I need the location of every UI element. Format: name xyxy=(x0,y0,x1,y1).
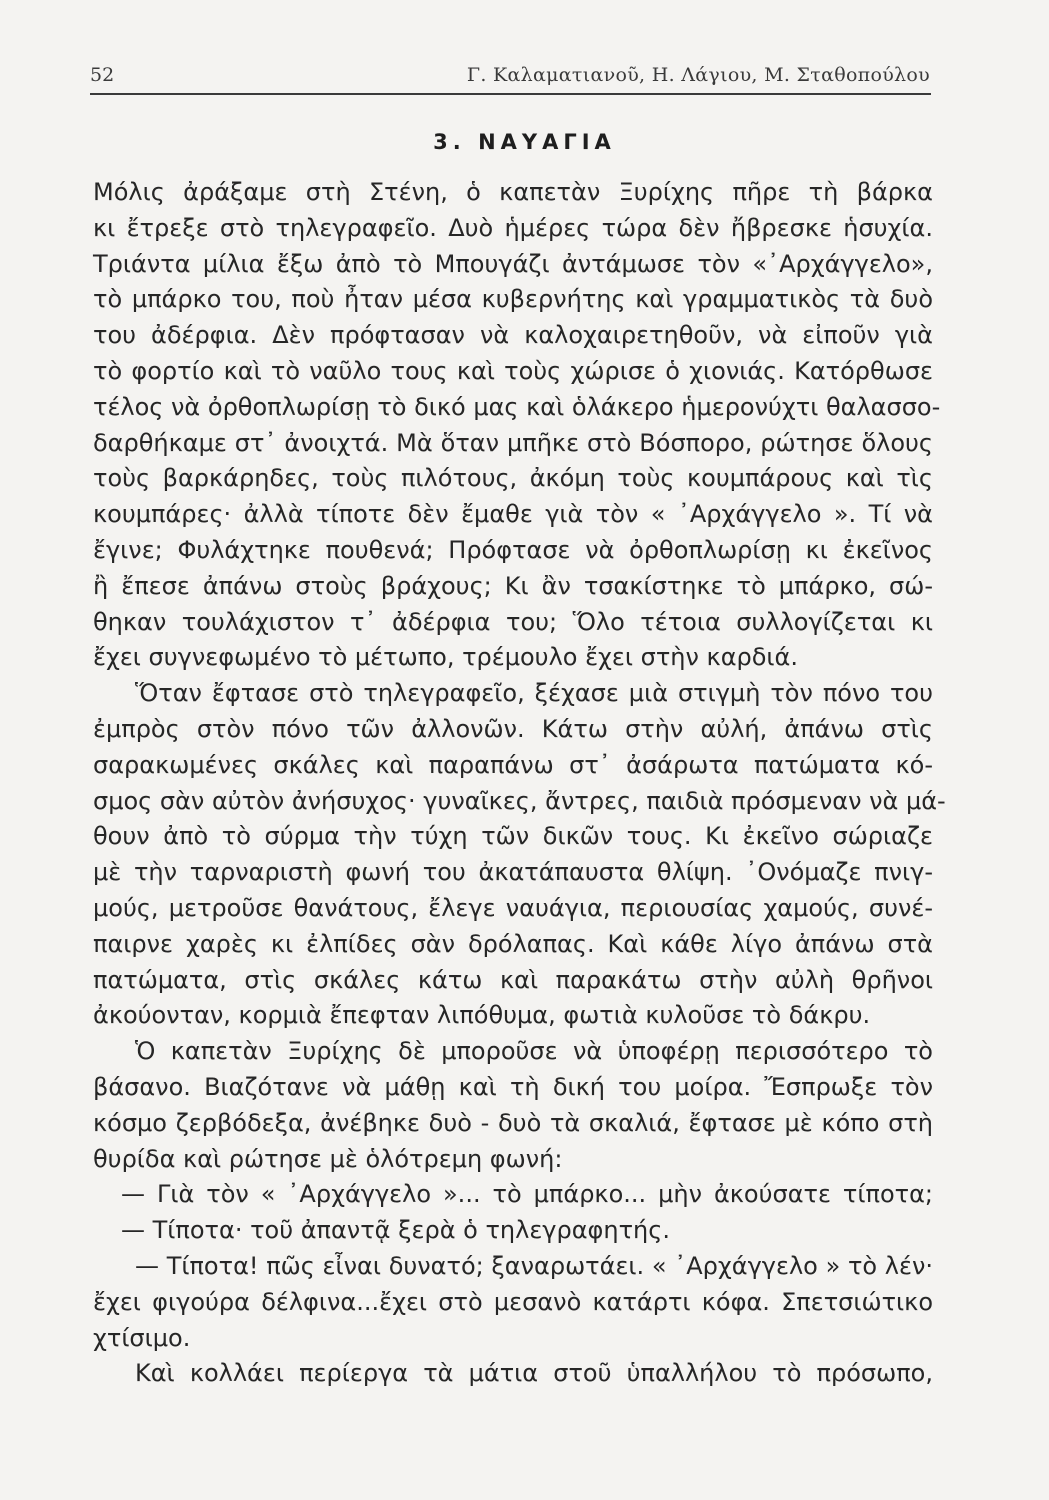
text-line: θηκαν τουλάχιστον τ᾿ ἀδέρφια του; Ὅλο τέτοια συλλογίζεται κι xyxy=(93,607,933,636)
text-line: σμος σὰν αὐτὸν ἀνήσυχος· γυναῖκες, ἄντρες, παιδιὰ πρόσμεναν νὰ μά- xyxy=(93,786,946,815)
text-line: ἀκούονταν, κορμιὰ ἔπεφταν λιπόθυμα, φωτιὰ κυλοῦσε τὸ δάκρυ. xyxy=(93,1001,871,1030)
text-line: τὸ φορτίο καὶ τὸ ναῦλο τους καὶ τοὺς χώρισε ὁ χιονιάς. Κατόρθωσε xyxy=(93,356,933,385)
text-line: Καὶ κολλάει περίεργα τὰ μάτια στοῦ ὑπαλλήλου τὸ πρόσωπο, xyxy=(135,1359,933,1388)
text-line: ἐμπρὸς στὸν πόνο τῶν ἀλλονῶν. Κάτω στὴν αὐλή, ἀπάνω στὶς xyxy=(93,714,933,743)
text-line: παιρνε χαρὲς κι ἐλπίδες σὰν δρόλαπας. Καὶ κάθε λίγο ἀπάνω στὰ xyxy=(93,929,933,958)
text-line: μὲ τὴν ταρναριστὴ φωνή του ἀκατάπαυστα θλίψη. ᾿Ονόμαζε πνιγ- xyxy=(93,858,933,887)
text-line: πατώματα, στὶς σκάλες κάτω καὶ παρακάτω στὴν αὐλὴ θρῆνοι xyxy=(93,965,933,994)
text-line: Ὅταν ἔφτασε στὸ τηλεγραφεῖο, ξέχασε μιὰ στιγμὴ τὸν πόνο του xyxy=(135,679,933,708)
text-line: ἔχει συγνεφωμένο τὸ μέτωπο, τρέμουλο ἔχει στὴν καρδιά. xyxy=(93,643,798,672)
text-line: κι ἔτρεξε στὸ τηλεγραφεῖο. Δυὸ ἡμέρες τώρα δὲν ἤβρεσκε ἡσυχία. xyxy=(93,213,933,242)
text-line: του ἀδέρφια. Δὲν πρόφτασαν νὰ καλοχαιρετηθοῦν, νὰ εἰποῦν γιὰ xyxy=(93,321,933,350)
text-line: τοὺς βαρκάρηδες, τοὺς πιλότους, ἀκόμη τοὺς κουμπάρους καὶ τὶς xyxy=(93,464,933,493)
text-line: βάσανο. Βιαζότανε νὰ μάθῃ καὶ τὴ δική του μοίρα. Ἔσπρωξε τὸν xyxy=(93,1072,933,1101)
text-line: σαρακωμένες σκάλες καὶ παραπάνω στ᾿ ἀσάρωτα πατώματα κό- xyxy=(93,750,933,779)
text-line: ἔχει φιγούρα δέλφινα...ἔχει στὸ μεσανὸ κατάρτι κόφα. Σπετσιώτικο xyxy=(93,1287,933,1316)
header-rule xyxy=(90,93,931,95)
dialogue-line: — Γιὰ τὸν « ᾿Αρχάγγελο »... τὸ μπάρκο... μὴν ἀκούσατε τίποτα; xyxy=(121,1180,933,1209)
running-head-authors: Γ. Καλαματιανοῦ, Η. Λάγιου, Μ. Σταθοπούλου xyxy=(466,64,930,86)
text-line: Ὁ καπετὰν Ξυρίχης δὲ μποροῦσε νὰ ὑποφέρῃ περισσότερο τὸ xyxy=(135,1037,933,1066)
dialogue-line: — Τίποτα! πῶς εἶναι δυνατό; ξαναρωτάει. « ᾿Αρχάγγελο » τὸ λέν· xyxy=(135,1251,933,1280)
text-line: ἢ ἔπεσε ἀπάνω στοὺς βράχους; Κι ἂν τσακίστηκε τὸ μπάρκο, σώ- xyxy=(93,571,933,600)
text-line: δαρθήκαμε στ᾿ ἀνοιχτά. Μὰ ὅταν μπῆκε στὸ Βόσπορο, ρώτησε ὅλους xyxy=(93,428,933,457)
text-line: θουν ἀπὸ τὸ σύρμα τὴν τύχη τῶν δικῶν τους. Κι ἐκεῖνο σώριαζε xyxy=(93,822,933,851)
text-line: μούς, μετροῦσε θανάτους, ἔλεγε ναυάγια, περιουσίας χαμούς, συνέ- xyxy=(93,893,933,922)
text-line: κόσμο ζερβόδεξα, ἀνέβηκε δυὸ - δυὸ τὰ σκαλιά, ἔφτασε μὲ κόπο στὴ xyxy=(93,1108,933,1137)
chapter-title: 3. ΝΑΥΑΓΙΑ xyxy=(433,130,616,154)
running-head xyxy=(90,58,930,92)
text-line: θυρίδα καὶ ρώτησε μὲ ὁλότρεμη φωνή: xyxy=(93,1144,563,1173)
text-line: Μόλις ἀράξαμε στὴ Στένη, ὁ καπετὰν Ξυρίχης πῆρε τὴ βάρκα xyxy=(93,178,933,206)
text-line: χτίσιμο. xyxy=(93,1323,191,1352)
text-line: τὸ μπάρκο του, ποὺ ἦταν μέσα κυβερνήτης καὶ γραμματικὸς τὰ δυὸ xyxy=(93,285,933,314)
page-number: 52 xyxy=(90,64,115,86)
body-text xyxy=(93,175,946,1392)
text-line: ἔγινε; Φυλάχτηκε πουθενά; Πρόφτασε νὰ ὀρθοπλωρίσῃ κι ἐκεῖνος xyxy=(93,535,933,564)
text-line: Τριάντα μίλια ἔξω ἀπὸ τὸ Μπουγάζι ἀντάμωσε τὸν «᾿Αρχάγγελο», xyxy=(93,249,933,278)
dialogue-line: — Τίποτα· τοῦ ἀπαντᾷ ξερὰ ὁ τηλεγραφητής. xyxy=(121,1216,670,1245)
text-line: κουμπάρες· ἀλλὰ τίποτε δὲν ἔμαθε γιὰ τὸν « ᾿Αρχάγγελο ». Τί νὰ xyxy=(93,500,933,529)
text-line: τέλος νὰ ὀρθοπλωρίσῃ τὸ δικό μας καὶ ὁλάκερο ἡμερονύχτι θαλασσο- xyxy=(93,392,941,421)
